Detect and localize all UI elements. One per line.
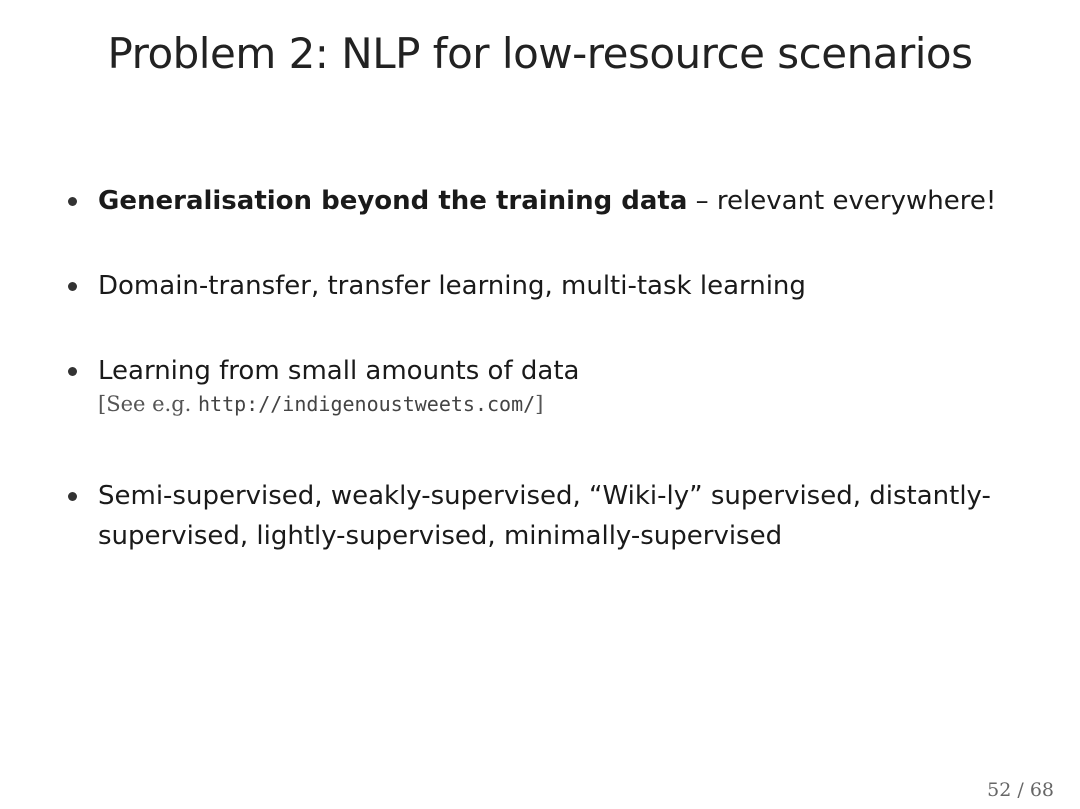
bullet-item-supervision (64, 476, 1044, 556)
note-suffix: ] (535, 392, 544, 416)
bullet-item-domain-transfer (64, 266, 1044, 306)
bullet-dot-icon (68, 197, 77, 206)
bullet-bold-text: Generalisation beyond the training data (98, 186, 688, 216)
note-prefix: [See e.g. (98, 392, 199, 416)
bullet-item-small-data (64, 351, 1044, 419)
bullet-dot-icon (68, 492, 77, 501)
bullet-item-generalisation (64, 181, 1044, 221)
bullet-rest-text: – relevant everywhere! (687, 186, 997, 216)
page-number: 52 / 68 (987, 779, 1054, 801)
note-url-link[interactable]: http://indigenoustweets.com/ (198, 392, 536, 416)
bullet-note (98, 389, 1044, 419)
bullet-text (98, 181, 1044, 221)
bullet-dot-icon (68, 367, 77, 376)
bullet-text: Domain-transfer, transfer learning, multi-task learning (98, 271, 806, 301)
slide-title: Problem 2: NLP for low-resource scenarios (107, 29, 973, 78)
bullet-dot-icon (68, 282, 77, 291)
bullet-text: Learning from small amounts of data (98, 356, 580, 386)
bullet-text: Semi-supervised, weakly-supervised, “Wiki-ly” supervised, distantly-supervised, lightly-supervised, minimally-supervised (98, 481, 991, 551)
